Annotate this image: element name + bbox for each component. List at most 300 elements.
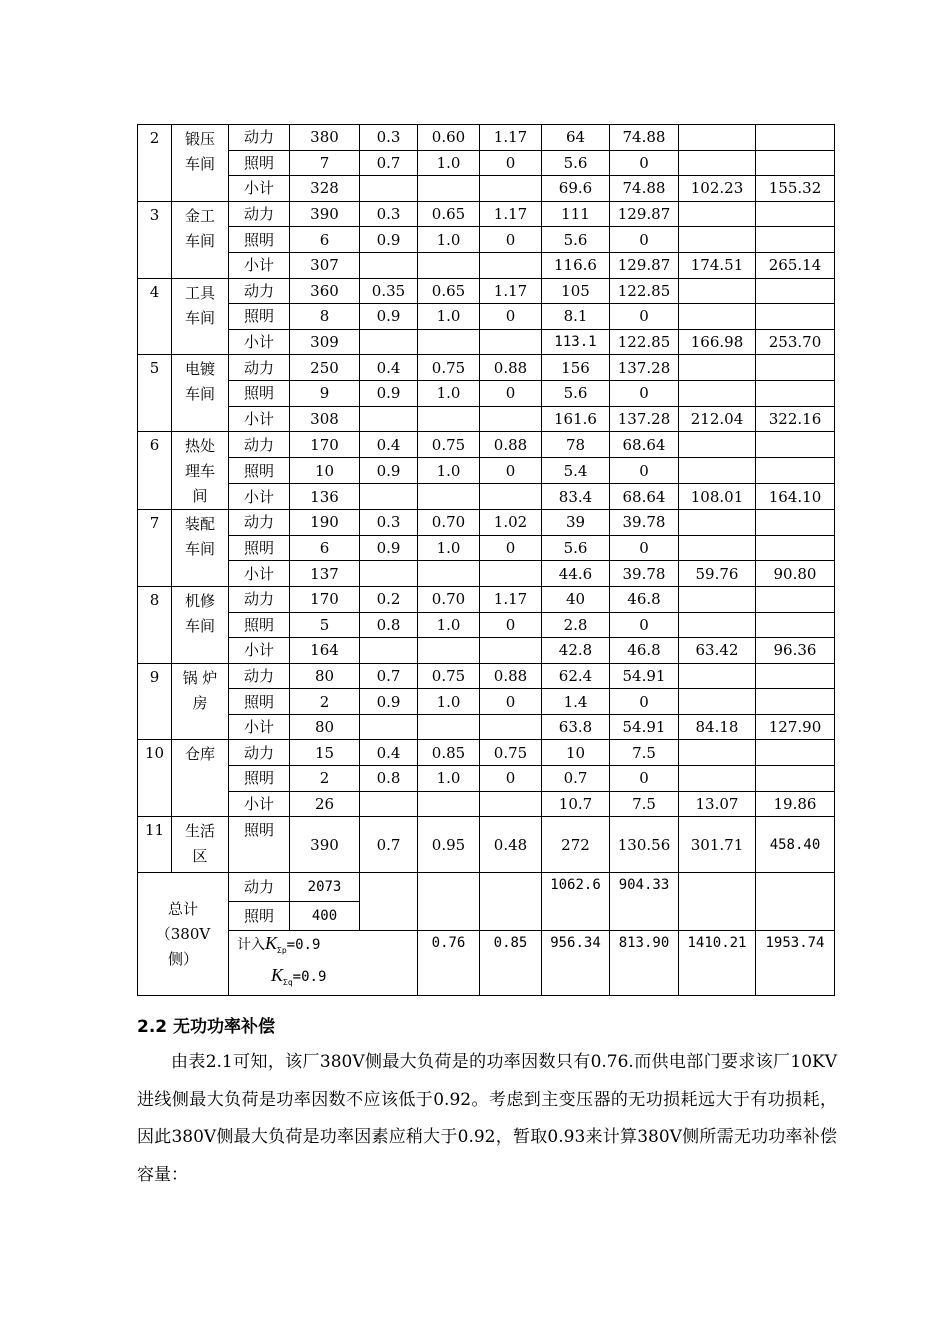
table-cell-p30: 39 — [542, 510, 610, 536]
table-cell-i30 — [756, 663, 835, 689]
table-row — [138, 714, 835, 740]
total-q30-final: 813.90 — [610, 931, 679, 996]
table-cell-cos — [418, 406, 480, 432]
table-cell-cos — [418, 329, 480, 355]
table-cell-pe: 6 — [290, 535, 360, 561]
table-cell-cos: 1.0 — [418, 227, 480, 253]
table-cell-cos — [418, 791, 480, 817]
table-row — [138, 304, 835, 330]
table-row — [138, 201, 835, 227]
total-tan: 0.85 — [480, 931, 542, 996]
workshop-number: 6 — [138, 432, 172, 510]
table-cell-kd — [360, 329, 418, 355]
table-cell-cos: 0.75 — [418, 355, 480, 381]
table-row — [138, 458, 835, 484]
table-cell-cos: 1.0 — [418, 766, 480, 792]
table-row-total-final — [138, 931, 835, 996]
table-cell-s30: 63.42 — [679, 638, 756, 664]
table-cell-tan: 0 — [480, 304, 542, 330]
table-cell-cos — [418, 638, 480, 664]
workshop-name — [172, 278, 229, 355]
table-cell-kd: 0.9 — [360, 380, 418, 406]
table-cell-tan — [480, 791, 542, 817]
table-cell-q30: 0 — [610, 227, 679, 253]
table-cell-kd — [360, 714, 418, 740]
workshop-name-line: 车间 — [184, 616, 215, 635]
table-cell-pe: 10 — [290, 458, 360, 484]
table-cell-p30: 78 — [542, 432, 610, 458]
table-cell-q30: 129.87 — [610, 201, 679, 227]
table-cell-p30: 2.8 — [542, 612, 610, 638]
table-cell-q30: 0 — [610, 535, 679, 561]
table-cell-kd: 0.9 — [360, 227, 418, 253]
table-cell-kd: 0.35 — [360, 278, 418, 304]
table-cell-i30: 322.16 — [756, 406, 835, 432]
table-cell-s30 — [679, 278, 756, 304]
workshop-name-line: 锅 炉 — [182, 668, 218, 687]
table-cell-tan: 0.75 — [480, 740, 542, 766]
table-cell-s30: 166.98 — [679, 329, 756, 355]
table-cell-kd — [360, 406, 418, 432]
table-row — [138, 510, 835, 536]
table-cell-cos: 0.65 — [418, 278, 480, 304]
table-cell-kd — [360, 561, 418, 587]
table-cell-pe: 15 — [290, 740, 360, 766]
table-row — [138, 432, 835, 458]
table-cell-p30: 42.8 — [542, 638, 610, 664]
table-cell-cos: 0.95 — [418, 817, 480, 873]
table-cell-p30: 83.4 — [542, 484, 610, 510]
workshop-name — [172, 432, 229, 510]
k-line-q — [237, 963, 417, 995]
workshop-name-line: 车间 — [184, 231, 215, 250]
table-cell-tan: 0.88 — [480, 432, 542, 458]
table-cell-p30: 5.6 — [542, 150, 610, 176]
table-cell-kd: 0.7 — [360, 817, 418, 873]
table-cell-cos: 1.0 — [418, 380, 480, 406]
table-row — [138, 817, 835, 873]
load-calculation-table — [137, 124, 835, 996]
table-cell-p30: 64 — [542, 125, 610, 151]
workshop-name-line: 仓库 — [184, 745, 215, 764]
table-cell-i30 — [756, 510, 835, 536]
table-cell-tan: 0 — [480, 458, 542, 484]
workshop-name-line: 热处 — [184, 437, 215, 456]
table-row — [138, 406, 835, 432]
table-cell-i30 — [756, 740, 835, 766]
table-cell-pe: 6 — [290, 227, 360, 253]
load-type: 照明 — [229, 766, 290, 792]
table-cell-kd: 0.3 — [360, 510, 418, 536]
table-row — [138, 252, 835, 278]
total-label-line: 总计 — [167, 899, 198, 918]
workshop-name-line: 机修 — [184, 591, 215, 610]
load-type: 照明 — [229, 612, 290, 638]
table-cell-pe: 170 — [290, 586, 360, 612]
table-cell-tan — [480, 638, 542, 664]
workshop-name — [172, 125, 229, 202]
table-cell-s30 — [679, 740, 756, 766]
workshop-number: 2 — [138, 125, 172, 202]
table-cell-s30 — [679, 150, 756, 176]
table-cell-q30: 137.28 — [610, 406, 679, 432]
total-power-value: 2073 — [290, 873, 360, 902]
k-subscript-p: Σp — [277, 946, 287, 956]
table-cell-empty — [418, 873, 480, 931]
table-cell-tan — [480, 714, 542, 740]
table-cell-kd: 0.3 — [360, 125, 418, 151]
table-cell-s30: 59.76 — [679, 561, 756, 587]
table-cell-pe: 2 — [290, 689, 360, 715]
table-cell-i30: 127.90 — [756, 714, 835, 740]
table-cell-kd: 0.9 — [360, 304, 418, 330]
load-type: 动力 — [229, 873, 290, 902]
table-cell-pe: 5 — [290, 612, 360, 638]
workshop-number: 9 — [138, 663, 172, 740]
table-cell-kd: 0.7 — [360, 663, 418, 689]
table-cell-kd: 0.9 — [360, 535, 418, 561]
table-cell-tan: 1.17 — [480, 201, 542, 227]
table-cell-tan: 0 — [480, 150, 542, 176]
table-cell-s30 — [679, 227, 756, 253]
section-heading: 2.2 无功功率补偿 — [137, 1017, 276, 1037]
table-cell-p30: 8.1 — [542, 304, 610, 330]
table-cell-q30: 0 — [610, 689, 679, 715]
workshop-name-line: 房 — [192, 693, 208, 712]
workshop-name — [172, 817, 229, 873]
table-cell-q30: 0 — [610, 766, 679, 792]
workshop-number: 5 — [138, 355, 172, 432]
table-cell-kd: 0.8 — [360, 766, 418, 792]
table-cell-p30: 272 — [542, 817, 610, 873]
table-cell-pe: 26 — [290, 791, 360, 817]
table-cell-cos: 1.0 — [418, 612, 480, 638]
table-cell-pe: 137 — [290, 561, 360, 587]
table-cell-kd: 0.2 — [360, 586, 418, 612]
table-body — [138, 125, 835, 996]
table-cell-q30: 122.85 — [610, 278, 679, 304]
load-type: 照明 — [229, 150, 290, 176]
workshop-name-line: 车间 — [184, 155, 215, 173]
table-row — [138, 561, 835, 587]
workshop-number: 10 — [138, 740, 172, 817]
table-cell-pe: 390 — [290, 817, 360, 873]
table-cell-pe: 7 — [290, 150, 360, 176]
table-row — [138, 278, 835, 304]
table-row — [138, 689, 835, 715]
table-cell-kd — [360, 638, 418, 664]
table-cell-q30: 137.28 — [610, 355, 679, 381]
table-cell-q30: 54.91 — [610, 663, 679, 689]
table-cell-kd: 0.9 — [360, 689, 418, 715]
table-cell-s30: 174.51 — [679, 252, 756, 278]
table-cell-s30 — [679, 510, 756, 536]
table-cell-cos: 1.0 — [418, 304, 480, 330]
table-row — [138, 176, 835, 202]
table-cell-tan: 0 — [480, 766, 542, 792]
table-cell-cos: 0.85 — [418, 740, 480, 766]
load-type: 小计 — [229, 484, 290, 510]
table-cell-i30: 19.86 — [756, 791, 835, 817]
table-row — [138, 227, 835, 253]
table-row — [138, 586, 835, 612]
table-row — [138, 355, 835, 381]
table-cell-s30 — [679, 380, 756, 406]
load-type: 小计 — [229, 791, 290, 817]
workshop-name — [172, 740, 229, 817]
total-p30-final: 956.34 — [542, 931, 610, 996]
table-cell-kd: 0.7 — [360, 150, 418, 176]
k-line-p — [237, 931, 417, 963]
load-type: 小计 — [229, 714, 290, 740]
table-cell-q30: 122.85 — [610, 329, 679, 355]
table-row-total-power — [138, 873, 835, 902]
workshop-number: 3 — [138, 201, 172, 278]
table-cell-s30: 108.01 — [679, 484, 756, 510]
table-cell-p30: 5.6 — [542, 227, 610, 253]
table-cell-i30 — [756, 227, 835, 253]
table-cell-p30: 69.6 — [542, 176, 610, 202]
workshop-name-line: 车间 — [184, 385, 215, 404]
table-cell-p30: 5.6 — [542, 535, 610, 561]
table-cell-s30 — [679, 304, 756, 330]
total-label — [138, 873, 229, 996]
table-cell-p30: 40 — [542, 586, 610, 612]
table-cell-cos: 0.70 — [418, 510, 480, 536]
table-cell-pe: 164 — [290, 638, 360, 664]
table-cell-pe: 390 — [290, 201, 360, 227]
table-cell-tan — [480, 252, 542, 278]
load-type: 照明 — [229, 304, 290, 330]
load-type: 动力 — [229, 201, 290, 227]
table-cell-q30: 7.5 — [610, 791, 679, 817]
table-cell-tan: 1.02 — [480, 510, 542, 536]
table-cell-tan: 0 — [480, 689, 542, 715]
table-cell-s30: 102.23 — [679, 176, 756, 202]
table-cell-p30: 0.7 — [542, 766, 610, 792]
table-cell-p30: 111 — [542, 201, 610, 227]
load-type: 小计 — [229, 329, 290, 355]
workshop-name-line: 锻压 — [184, 130, 215, 148]
table-cell-tan: 0.88 — [480, 663, 542, 689]
table-cell-empty — [480, 873, 542, 931]
table-cell-q30: 129.87 — [610, 252, 679, 278]
table-cell-i30: 164.10 — [756, 484, 835, 510]
table-cell-q30: 0 — [610, 380, 679, 406]
table-cell-p30: 10.7 — [542, 791, 610, 817]
table-cell-q30: 130.56 — [610, 817, 679, 873]
table-cell-s30: 301.71 — [679, 817, 756, 873]
table-cell-kd: 0.4 — [360, 432, 418, 458]
workshop-name — [172, 201, 229, 278]
table-cell-i30: 253.70 — [756, 329, 835, 355]
table-cell-p30: 44.6 — [542, 561, 610, 587]
table-row — [138, 791, 835, 817]
workshop-name-line: 金工 — [184, 206, 215, 225]
table-cell-kd: 0.4 — [360, 355, 418, 381]
table-cell-cos: 1.0 — [418, 689, 480, 715]
workshop-name-line: 生活 — [184, 822, 215, 841]
workshop-name-line: 区 — [192, 847, 208, 866]
table-cell-tan — [480, 406, 542, 432]
table-cell-q30: 7.5 — [610, 740, 679, 766]
table-cell-i30 — [756, 432, 835, 458]
table-cell-i30 — [756, 766, 835, 792]
table-cell-p30: 156 — [542, 355, 610, 381]
table-cell-cos — [418, 561, 480, 587]
table-cell-tan — [480, 329, 542, 355]
table-cell-tan: 1.17 — [480, 125, 542, 151]
k-value: =0.9 — [286, 937, 321, 954]
table-cell-tan: 0 — [480, 380, 542, 406]
workshop-name-line: 工具 — [184, 283, 215, 302]
table-cell-empty — [756, 873, 835, 931]
table-cell-pe: 308 — [290, 406, 360, 432]
table-row — [138, 125, 835, 151]
table-cell-i30 — [756, 201, 835, 227]
load-type: 动力 — [229, 125, 290, 151]
table-cell-pe: 328 — [290, 176, 360, 202]
table-cell-tan: 0 — [480, 535, 542, 561]
table-cell-s30 — [679, 535, 756, 561]
table-cell-kd — [360, 484, 418, 510]
table-cell-tan — [480, 561, 542, 587]
load-type: 小计 — [229, 561, 290, 587]
workshop-number: 4 — [138, 278, 172, 355]
table-cell-cos — [418, 714, 480, 740]
table-cell-cos: 0.65 — [418, 201, 480, 227]
table-cell-p30: 63.8 — [542, 714, 610, 740]
workshop-name-line: 理车 — [184, 462, 215, 481]
table-cell-q30: 74.88 — [610, 125, 679, 151]
k-subscript-q: Σq — [283, 977, 293, 987]
table-cell-q30: 74.88 — [610, 176, 679, 202]
table-cell-q30: 39.78 — [610, 510, 679, 536]
table-cell-i30: 90.80 — [756, 561, 835, 587]
table-cell-p30: 105 — [542, 278, 610, 304]
load-type: 照明 — [229, 535, 290, 561]
table-cell-s30 — [679, 458, 756, 484]
table-cell-i30 — [756, 689, 835, 715]
load-type: 动力 — [229, 663, 290, 689]
table-cell-pe: 307 — [290, 252, 360, 278]
table-cell-s30 — [679, 689, 756, 715]
table-cell-q30: 46.8 — [610, 586, 679, 612]
workshop-name — [172, 663, 229, 740]
table-cell-kd: 0.4 — [360, 740, 418, 766]
table-cell-p30: 1.4 — [542, 689, 610, 715]
table-row — [138, 484, 835, 510]
table-row — [138, 535, 835, 561]
total-label-line: （380V — [155, 924, 211, 943]
table-cell-s30 — [679, 201, 756, 227]
table-cell-p30: 5.4 — [542, 458, 610, 484]
table-cell-tan: 0.88 — [480, 355, 542, 381]
total-cos: 0.76 — [418, 931, 480, 996]
table-cell-kd — [360, 791, 418, 817]
table-cell-tan — [480, 484, 542, 510]
total-i30: 1953.74 — [756, 931, 835, 996]
table-cell-pe: 380 — [290, 125, 360, 151]
table-row — [138, 150, 835, 176]
load-type: 动力 — [229, 355, 290, 381]
table-cell-i30 — [756, 125, 835, 151]
table-row — [138, 329, 835, 355]
table-cell-s30 — [679, 586, 756, 612]
load-type: 照明 — [229, 458, 290, 484]
table-cell-tan — [480, 176, 542, 202]
table-cell-q30: 68.64 — [610, 432, 679, 458]
table-cell-s30: 84.18 — [679, 714, 756, 740]
table-cell-i30 — [756, 304, 835, 330]
table-cell-i30 — [756, 380, 835, 406]
table-cell-kd — [360, 176, 418, 202]
table-cell-pe: 80 — [290, 663, 360, 689]
table-cell-i30 — [756, 355, 835, 381]
table-cell-pe: 190 — [290, 510, 360, 536]
table-cell-cos: 1.0 — [418, 150, 480, 176]
load-type: 动力 — [229, 278, 290, 304]
load-type: 照明 — [229, 380, 290, 406]
table-cell-pe: 136 — [290, 484, 360, 510]
table-cell-i30 — [756, 586, 835, 612]
table-cell-i30: 265.14 — [756, 252, 835, 278]
table-cell-p30: 116.6 — [542, 252, 610, 278]
table-row — [138, 612, 835, 638]
total-light-value: 400 — [290, 902, 360, 931]
table-cell-empty — [360, 873, 418, 931]
table-cell-s30 — [679, 355, 756, 381]
table-cell-s30: 13.07 — [679, 791, 756, 817]
workshop-name-line: 车间 — [184, 308, 215, 327]
table-cell-cos: 1.0 — [418, 458, 480, 484]
workshop-name-line: 车间 — [184, 540, 215, 559]
table-cell-cos: 0.60 — [418, 125, 480, 151]
load-type: 小计 — [229, 406, 290, 432]
table-cell-q30: 54.91 — [610, 714, 679, 740]
k-symbol: K — [265, 933, 278, 954]
table-cell-cos — [418, 484, 480, 510]
table-row — [138, 638, 835, 664]
table-cell-p30: 161.6 — [542, 406, 610, 432]
table-cell-pe: 360 — [290, 278, 360, 304]
table-cell-kd: 0.8 — [360, 612, 418, 638]
load-type: 小计 — [229, 252, 290, 278]
table-cell-q30: 68.64 — [610, 484, 679, 510]
table-cell-kd: 0.9 — [360, 458, 418, 484]
workshop-name — [172, 510, 229, 587]
table-cell-q30: 46.8 — [610, 638, 679, 664]
table-cell-tan: 1.17 — [480, 586, 542, 612]
table-cell-i30 — [756, 612, 835, 638]
table-cell-tan: 0.48 — [480, 817, 542, 873]
table-cell-s30 — [679, 432, 756, 458]
table-cell-p30: 62.4 — [542, 663, 610, 689]
table-row — [138, 380, 835, 406]
table-cell-kd — [360, 252, 418, 278]
total-p30: 1062.6 — [542, 873, 610, 931]
table-cell-empty — [679, 873, 756, 931]
table-cell-pe: 80 — [290, 714, 360, 740]
k-label: 计入 — [237, 937, 265, 954]
table-cell-i30 — [756, 150, 835, 176]
table-cell-pe: 250 — [290, 355, 360, 381]
table-cell-s30 — [679, 125, 756, 151]
section-paragraph: 由表2.1可知，该厂380V侧最大负荷是的功率因数只有0.76.而供电部门要求该厂10KV进线侧最大负荷是功率因数不应该低于0.92。考虑到主变压器的无功损耗远大于有功损耗，因此380V侧最大负荷是功率因素应稍大于0.92，暂取0.93来计算380V侧所需无功功率补偿容量： — [137, 1052, 837, 1185]
load-type: 小计 — [229, 176, 290, 202]
table-cell-i30 — [756, 278, 835, 304]
table-cell-kd: 0.3 — [360, 201, 418, 227]
